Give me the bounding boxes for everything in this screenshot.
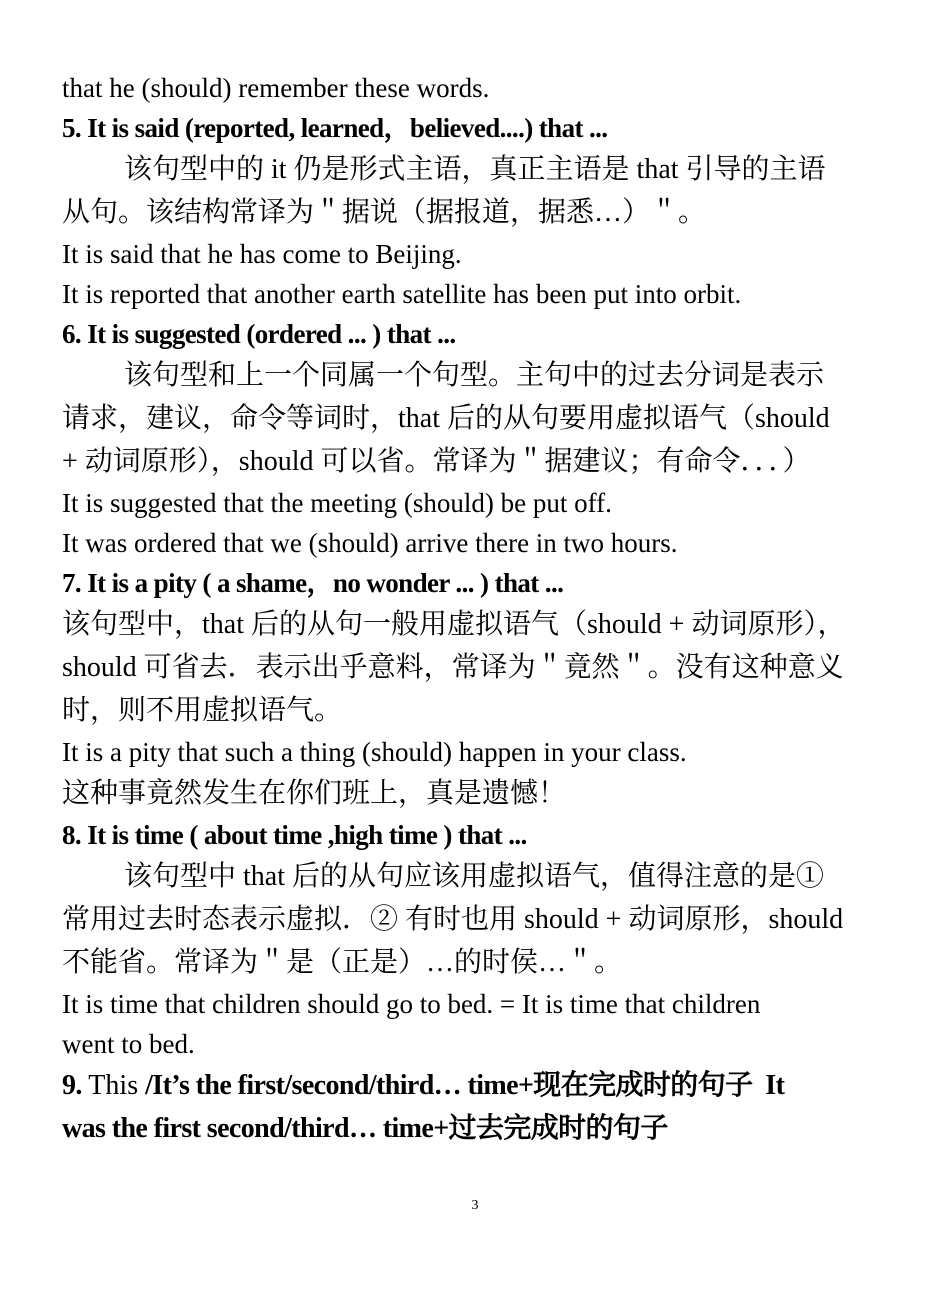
paragraph-line: 请求，建议，命令等词时，that 后的从句要用虚拟语气（should [62, 403, 830, 434]
section-heading-8: 8. It is time ( about time ,high time ) that ... [62, 820, 527, 850]
example-sentence: went to bed. [62, 1029, 195, 1059]
section-heading-9-cont: was the first second/third… time+过去完成时的句子 [62, 1113, 668, 1144]
section-heading-5: 5. It is said (reported, learned，believed....) that ... [62, 113, 608, 143]
document-page [62, 68, 912, 1150]
paragraph-line: 常用过去时态表示虚拟．② 有时也用 should + 动词原形，should [62, 904, 844, 935]
paragraph-line: 该句型中，that 后的从句一般用虚拟语气（should + 动词原形）， [62, 609, 846, 640]
example-sentence: It is said that he has come to Beijing. [62, 239, 462, 269]
paragraph-line: 该句型中 that 后的从句应该用虚拟语气，值得注意的是① [124, 861, 824, 892]
item-number: 9. [62, 1070, 82, 1101]
example-sentence: It was ordered that we (should) arrive there in two hours. [62, 528, 678, 558]
paragraph-line: + 动词原形），should 可以省。常译为＂据建议；有命令．．．） [62, 446, 811, 477]
example-sentence: It is suggested that the meeting (should) be put off. [62, 488, 612, 518]
example-translation: 这种事竟然发生在你们班上，真是遗憾！ [62, 778, 567, 809]
paragraph-line: 从句。该结构常译为＂据说（据报道，据悉…）＂。 [62, 197, 707, 228]
section-heading-6: 6. It is suggested (ordered ... ) that ... [62, 319, 456, 349]
item-word: This [81, 1070, 146, 1101]
paragraph-line: 该句型中的 it 仍是形式主语，真正主语是 that 引导的主语 [124, 154, 826, 185]
paragraph-line: 不能省。常译为＂是（正是）…的时侯…＂。 [62, 947, 623, 978]
section-heading-9 [62, 1064, 912, 1107]
item-heading-text: /It’s the first/second/third… time+现在完成时的句子 It [145, 1070, 785, 1101]
section-heading-7: 7. It is a pity ( a shame，no wonder ... ) that ... [62, 568, 564, 598]
paragraph-line: should 可省去．表示出乎意料，常译为＂竟然＂。没有这种意义 [62, 652, 844, 683]
example-sentence: It is reported that another earth satellite has been put into orbit. [62, 279, 742, 309]
body-line: that he (should) remember these words. [62, 73, 490, 103]
paragraph-line: 时，则不用虚拟语气。 [62, 695, 343, 726]
example-sentence: It is a pity that such a thing (should) happen in your class. [62, 737, 687, 767]
example-sentence: It is time that children should go to bed. = It is time that children [62, 989, 761, 1019]
paragraph-line: 该句型和上一个同属一个句型。主句中的过去分词是表示 [124, 360, 825, 391]
page-number: 3 [471, 1198, 479, 1213]
